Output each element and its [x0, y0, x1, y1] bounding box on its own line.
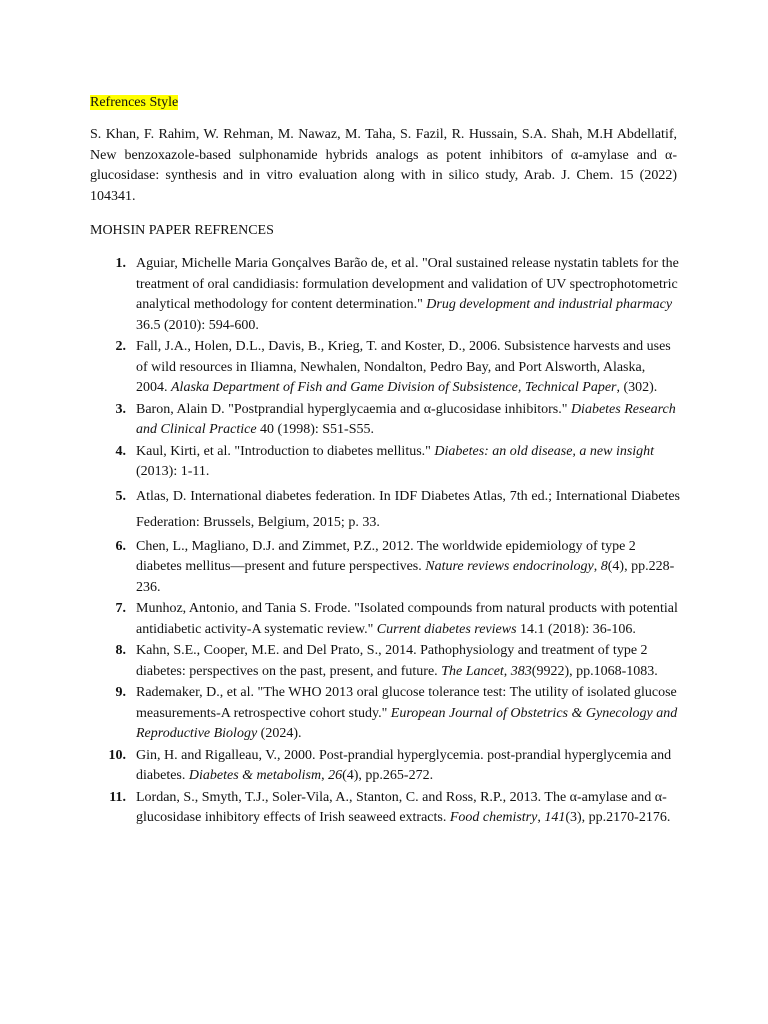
reference-number: 4.: [115, 443, 126, 459]
reference-text: Gin, H. and Rigalleau, V., 2000. Post-prandial hyperglycemia. post-prandial hyperglycemia and diabetes. Diabetes & metabolism, 26(4), pp.265-272.: [136, 747, 672, 783]
reference-item: [90, 484, 680, 537]
reference-item: [90, 599, 680, 640]
reference-item: [90, 788, 680, 829]
style-heading: [90, 93, 178, 113]
reference-number: 2.: [115, 339, 126, 354]
reference-number: 5.: [115, 488, 126, 504]
reference-text: Lordan, S., Smyth, T.J., Soler-Vila, A., Stanton, C. and Ross, R.P., 2013. The α-amylase and α-glucosidase inhibitory effects of Irish seaweed extracts. Food chemistry, 141(3), pp.2170-2176.: [136, 789, 671, 825]
reference-text: Rademaker, D., et al. "The WHO 2013 oral glucose tolerance test: The utility of isolated glucose measurements-A retrospective cohort study." European Journal of Obstetrics & Gynecology and Reproductive Biology (2024).: [136, 685, 678, 741]
reference-number: 1.: [115, 256, 126, 271]
reference-item: [90, 746, 680, 787]
reference-text: Kaul, Kirti, et al. "Introduction to diabetes mellitus." Diabetes: an old disease, a new insight (2013): 1-11.: [136, 443, 655, 479]
reference-text: Atlas, D. International diabetes federation. In IDF Diabetes Atlas, 7th ed.; International Diabetes Federation: Brussels, Belgium, 2015; p. 33.: [136, 488, 680, 530]
reference-item: [90, 683, 680, 745]
reference-text: Baron, Alain D. "Postprandial hyperglycaemia and α-glucosidase inhibitors." Diabetes Research and Clinical Practice 40 (1998): S51-S55.: [136, 401, 676, 437]
reference-number: 11.: [109, 789, 126, 805]
reference-item: [90, 254, 680, 336]
reference-number: 7.: [115, 601, 126, 616]
reference-number: 9.: [115, 685, 126, 700]
reference-text: Munhoz, Antonio, and Tania S. Frode. "Isolated compounds from natural products with potential antidiabetic activity-A systematic review." Current diabetes reviews 14.1 (2018): 36-106.: [136, 601, 678, 637]
reference-list: [90, 254, 680, 830]
reference-number: 6.: [115, 538, 126, 554]
reference-item: [90, 641, 680, 682]
reference-text: Kahn, S.E., Cooper, M.E. and Del Prato, S., 2014. Pathophysiology and treatment of type 2 diabetes: perspectives on the past, present, and future. The Lancet, 383(9922), pp.1068-1083.: [136, 643, 658, 679]
reference-text: Fall, J.A., Holen, D.L., Davis, B., Krieg, T. and Koster, D., 2006. Subsistence harvests and uses of wild resources in Iliamna, Newhalen, Nondalton, Pedro Bay, and Port Alsworth, Alaska, 2004. Alaska Department of Fish and Game Division of Subsistence, Technical Paper, (302).: [136, 339, 671, 395]
highlighted-heading-text: Refrences Style: [90, 95, 179, 110]
reference-item: [90, 337, 680, 399]
section-heading: MOHSIN PAPER REFRENCES: [90, 223, 274, 238]
reference-item: [90, 400, 680, 441]
reference-text: Aguiar, Michelle Maria Gonçalves Barão de, et al. "Oral sustained release nystatin tablets for the treatment of oral candidiasis: formulation development and validation of UV spectrophotometric analytical methodology for content determination." Drug development and industrial pharmacy 36.5 (2010): 594-600.: [136, 256, 679, 333]
reference-item: [90, 442, 680, 483]
reference-item: [90, 537, 680, 599]
reference-number: 10.: [108, 747, 126, 763]
reference-text: Chen, L., Magliano, D.J. and Zimmet, P.Z., 2012. The worldwide epidemiology of type 2 diabetes mellitus—present and future perspectives. Nature reviews endocrinology, 8(4), pp.228-236.: [136, 538, 675, 595]
style-example-paragraph: S. Khan, F. Rahim, W. Rehman, M. Nawaz, M. Taha, S. Fazil, R. Hussain, S.A. Shah, M.H Abdellatif, New benzoxazole-based sulphonamide hybrids analogs as potent inhibitors of α-amylase and α-glucosidase: synthesis and in vitro evaluation along with in silico study, Arab. J. Chem. 15 (2022) 104341.: [90, 127, 677, 204]
reference-number: 3.: [115, 401, 126, 417]
reference-number: 8.: [115, 643, 126, 658]
